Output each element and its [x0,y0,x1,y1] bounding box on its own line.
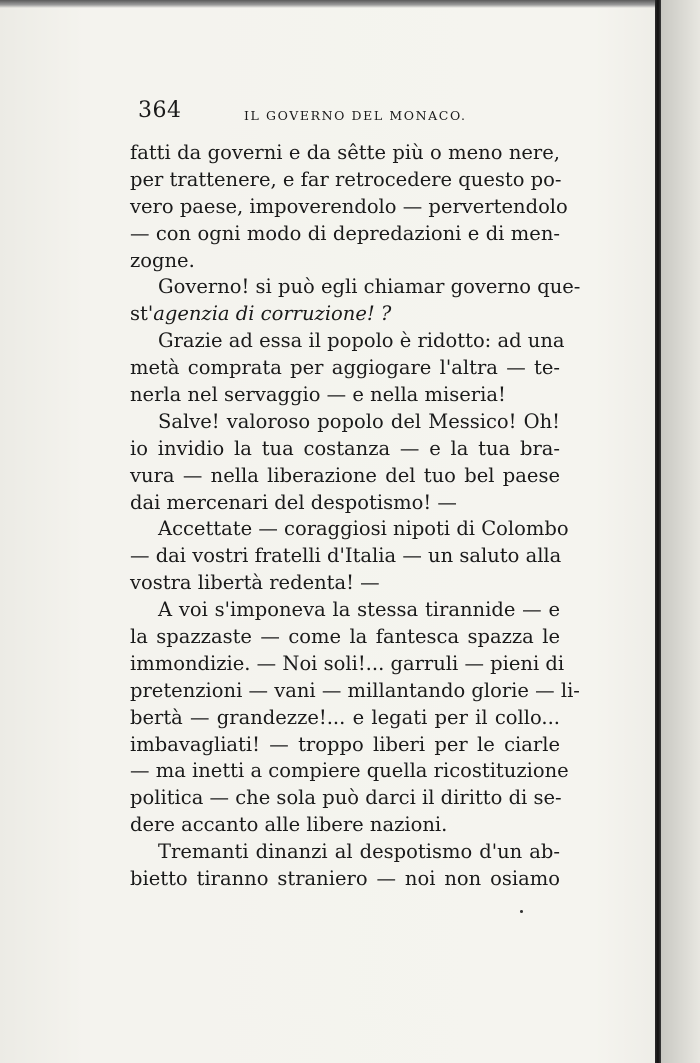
text-line: dai mercenari del despotismo! — [130,490,457,514]
page-top-edge [0,0,700,8]
text-line: — con ogni modo di depredazioni e di men- [130,221,560,245]
text-line: bertà — grandezze!... e legati per il collo... [130,705,560,729]
text-line: vero paese, impoverendolo — pervertendolo [130,194,568,218]
text-line: bietto tiranno straniero — noi non osiamo [130,867,560,891]
text-line: per trattenere, e far retrocedere questo po- [130,167,562,191]
text-line: dere accanto alle libere nazioni. [130,813,448,837]
text-fragment: st' [130,302,154,326]
text-line: Governo! si può egli chiamar governo que- [158,275,581,299]
adjacent-page-edge [661,0,700,1063]
text-line: A voi s'imponeva la stessa tirannide — e [158,598,560,622]
text-line: — ma inetti a compiere quella ricostituzione [130,759,569,783]
text-line: Tremanti dinanzi al despotismo d'un ab- [158,840,560,864]
text-line: la spazzaste — come la fantesca spazza le [130,625,560,649]
text-line: imbavagliati! — troppo liberi per le ciarle [130,732,560,756]
body-text [130,140,581,893]
text-line: Grazie ad essa il popolo è ridotto: ad una [158,329,565,353]
text-line: metà comprata per aggiogare l'altra — te- [130,356,560,380]
text-line: Salve! valoroso popolo del Messico! Oh! [158,409,560,433]
text-line: pretenzioni — vani — millantando glorie — li- [130,678,580,702]
page-number: 364 [138,98,182,123]
text-line: politica — che sola può darci il diritto di se- [130,786,562,810]
text-line: vostra libertà redenta! — [130,571,380,595]
text-line: zogne. [130,248,195,272]
running-head: IL GOVERNO DEL MONACO. [244,108,467,123]
text-line: io invidio la tua costanza — e la tua bra- [130,436,560,460]
ink-speck [520,910,523,913]
page-header [138,96,478,132]
italic-phrase: agenzia di corruzione! ? [153,302,392,326]
text-line: Accettate — coraggiosi nipoti di Colombo [158,517,569,541]
text-line-mixed [130,301,560,328]
text-line: nerla nel servaggio — e nella miseria! [130,383,506,407]
text-line: vura — nella liberazione del tuo bel paese [130,463,560,487]
text-line: immondizie. — Noi soli!... garruli — pieni di [130,651,565,675]
text-line: fatti da governi e da sêtte più o meno nere, [130,141,560,164]
text-line: — dai vostri fratelli d'Italia — un saluto alla [130,544,562,568]
